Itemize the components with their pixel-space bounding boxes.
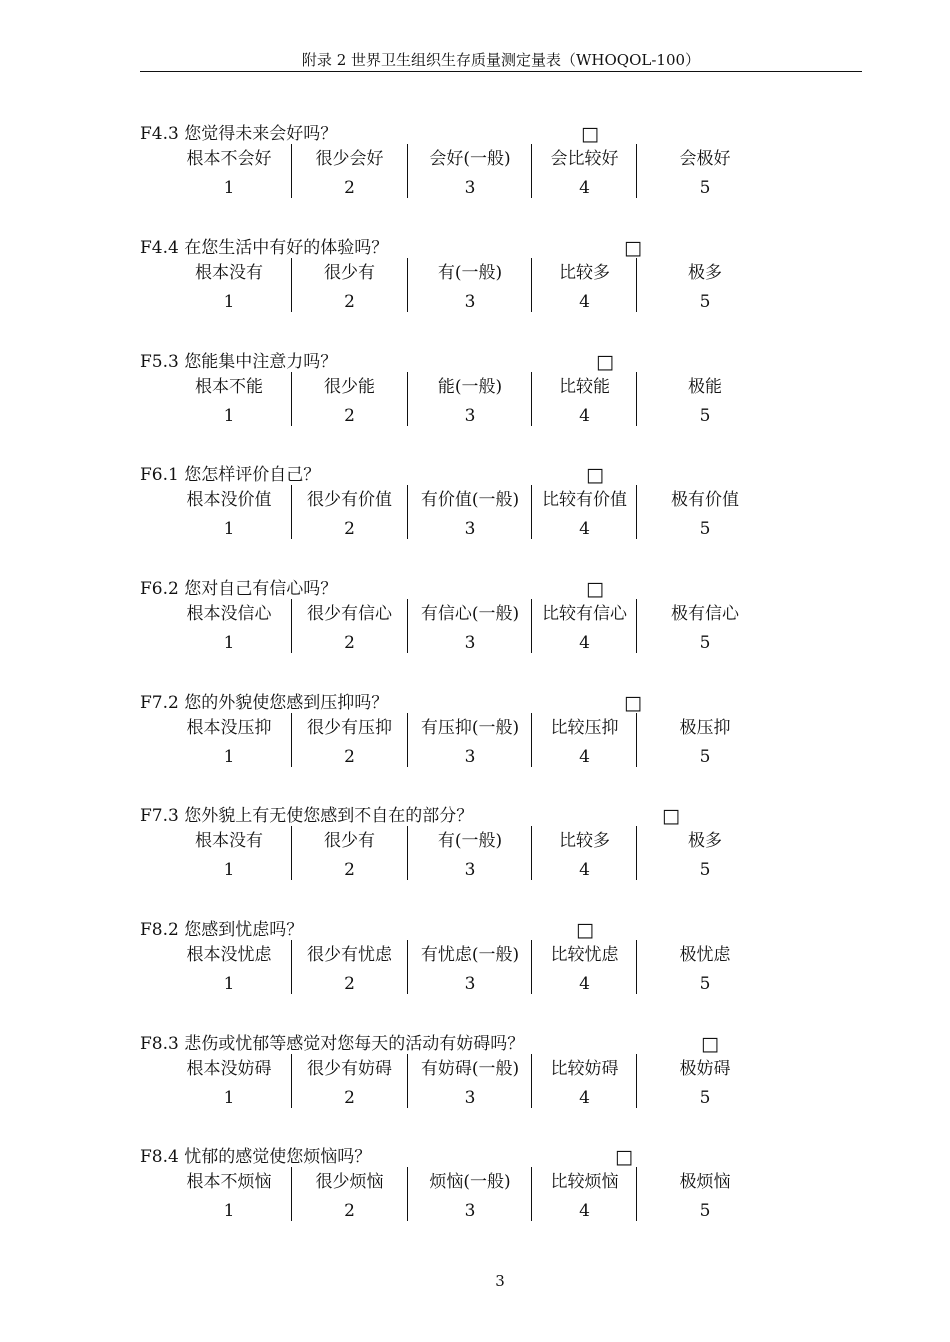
question-text: F4.4 在您生活中有好的体验吗？ (140, 238, 389, 258)
option-label: 根本没有 (195, 263, 263, 283)
question-f7-2 (0, 690, 950, 800)
option-1[interactable] (167, 715, 291, 773)
option-number: 5 (699, 178, 711, 198)
option-4[interactable] (534, 715, 635, 773)
option-label: 有价值(一般) (420, 490, 520, 510)
column-divider (407, 372, 408, 426)
option-number: 4 (579, 633, 590, 653)
option-number: 3 (464, 292, 476, 312)
option-number: 5 (699, 1201, 711, 1221)
column-divider (531, 144, 532, 198)
option-label: 很少有 (324, 263, 375, 283)
option-label: 根本没价值 (186, 490, 272, 510)
option-label: 有忧虑(一般) (420, 945, 520, 965)
option-label: 根本没忧虑 (186, 945, 272, 965)
column-divider (531, 1054, 532, 1108)
column-divider (636, 258, 637, 312)
option-label: 比较有信心 (542, 604, 627, 624)
column-divider (291, 1054, 292, 1108)
question-text: F8.4 忧郁的感觉使您烦恼吗？ (140, 1147, 372, 1167)
option-number: 4 (579, 406, 590, 426)
column-divider (531, 258, 532, 312)
column-divider (291, 599, 292, 653)
option-number: 1 (223, 974, 235, 994)
option-label: 很少有压抑 (307, 718, 392, 738)
option-4[interactable] (534, 601, 635, 659)
option-number: 4 (579, 860, 590, 880)
option-number: 3 (464, 406, 476, 426)
column-divider (291, 826, 292, 880)
option-5[interactable] (639, 828, 771, 886)
option-number: 5 (699, 860, 711, 880)
option-1[interactable] (167, 942, 291, 1000)
option-number: 2 (344, 1201, 355, 1221)
option-label: 根本没妨碍 (186, 1059, 272, 1079)
option-number: 4 (579, 519, 590, 539)
option-label: 根本没压抑 (186, 718, 272, 738)
option-label: 极有信心 (671, 604, 739, 624)
option-5[interactable] (639, 1056, 771, 1114)
option-5[interactable] (639, 715, 771, 773)
option-label: 比较妨碍 (550, 1059, 619, 1079)
option-number: 1 (223, 1201, 235, 1221)
option-number: 2 (344, 406, 355, 426)
option-5[interactable] (639, 942, 771, 1000)
option-number: 1 (223, 860, 235, 880)
question-text: F5.3 您能集中注意力吗？ (140, 352, 338, 372)
question-f6-1 (0, 462, 950, 572)
column-divider (636, 713, 637, 767)
column-divider (531, 826, 532, 880)
answer-checkbox[interactable]: □ (586, 464, 604, 486)
column-divider (531, 485, 532, 539)
option-label: 根本没信心 (186, 604, 272, 624)
option-number: 4 (579, 974, 590, 994)
option-number: 4 (579, 292, 590, 312)
option-number: 5 (699, 633, 711, 653)
column-divider (291, 485, 292, 539)
column-divider (636, 1054, 637, 1108)
option-2[interactable] (293, 601, 406, 659)
option-number: 5 (699, 1088, 711, 1108)
option-number: 3 (464, 633, 476, 653)
option-number: 2 (344, 519, 355, 539)
option-3[interactable] (410, 942, 530, 1000)
answer-checkbox[interactable]: □ (581, 123, 599, 145)
question-f6-2 (0, 576, 950, 686)
option-number: 5 (699, 974, 711, 994)
option-number: 4 (579, 1201, 590, 1221)
option-number: 2 (344, 747, 355, 767)
column-divider (636, 1167, 637, 1221)
option-number: 4 (579, 178, 590, 198)
option-number: 1 (223, 633, 235, 653)
question-f4-4 (0, 235, 950, 345)
option-3[interactable] (410, 715, 530, 773)
option-label: 比较有价值 (542, 490, 627, 510)
option-label: 能(一般) (437, 377, 503, 397)
option-3[interactable] (410, 146, 530, 204)
option-number: 3 (464, 1201, 476, 1221)
option-label: 比较烦恼 (550, 1172, 619, 1192)
option-5[interactable] (639, 260, 771, 318)
column-divider (407, 940, 408, 994)
column-divider (636, 826, 637, 880)
option-label: 很少有 (324, 831, 375, 851)
option-1[interactable] (167, 828, 291, 886)
answer-checkbox[interactable]: □ (596, 351, 614, 373)
question-f4-3 (0, 121, 950, 231)
option-label: 有妨碍(一般) (420, 1059, 520, 1079)
option-number: 2 (344, 633, 355, 653)
option-label: 很少能 (324, 377, 375, 397)
option-label: 很少烦恼 (315, 1172, 384, 1192)
option-label: 比较能 (559, 377, 610, 397)
option-label: 烦恼(一般) (429, 1172, 511, 1192)
option-number: 2 (344, 1088, 355, 1108)
question-text: F6.2 您对自己有信心吗？ (140, 579, 338, 599)
column-divider (531, 599, 532, 653)
column-divider (636, 372, 637, 426)
option-2[interactable] (293, 1169, 406, 1227)
column-divider (291, 1167, 292, 1221)
option-label: 根本不会好 (186, 149, 272, 169)
column-divider (636, 485, 637, 539)
option-label: 有(一般) (437, 831, 503, 851)
option-2[interactable] (293, 146, 406, 204)
option-1[interactable] (167, 374, 291, 432)
option-3[interactable] (410, 828, 530, 886)
question-text: F8.3 悲伤或忧郁等感觉对您每天的活动有妨碍吗？ (140, 1034, 525, 1054)
option-2[interactable] (293, 374, 406, 432)
answer-checkbox[interactable]: □ (615, 1146, 633, 1168)
option-label: 很少会好 (315, 149, 384, 169)
option-label: 极多 (688, 263, 722, 283)
option-label: 会比较好 (550, 149, 619, 169)
answer-checkbox[interactable]: □ (576, 919, 594, 941)
option-4[interactable] (534, 146, 635, 204)
option-4[interactable] (534, 374, 635, 432)
option-3[interactable] (410, 260, 530, 318)
column-divider (636, 144, 637, 198)
option-number: 3 (464, 747, 476, 767)
option-4[interactable] (534, 828, 635, 886)
option-label: 很少有价值 (307, 490, 392, 510)
option-label: 会极好 (679, 149, 731, 169)
option-2[interactable] (293, 487, 406, 545)
option-label: 根本不能 (195, 377, 263, 397)
option-label: 极压抑 (679, 718, 731, 738)
question-text: F8.2 您感到忧虑吗？ (140, 920, 304, 940)
question-f8-2 (0, 917, 950, 1027)
option-number: 5 (699, 406, 711, 426)
option-1[interactable] (167, 1169, 291, 1227)
question-f8-3 (0, 1031, 950, 1141)
option-2[interactable] (293, 1056, 406, 1114)
column-divider (291, 940, 292, 994)
option-number: 3 (464, 178, 476, 198)
question-text: F7.2 您的外貌使您感到压抑吗？ (140, 693, 389, 713)
option-number: 2 (344, 974, 355, 994)
question-text: F4.3 您觉得未来会好吗？ (140, 124, 338, 144)
option-label: 极有价值 (671, 490, 739, 510)
option-label: 很少有妨碍 (307, 1059, 392, 1079)
option-label: 比较忧虑 (550, 945, 619, 965)
option-label: 极多 (688, 831, 722, 851)
option-number: 3 (464, 1088, 476, 1108)
option-label: 有(一般) (437, 263, 503, 283)
option-label: 比较多 (559, 831, 610, 851)
option-3[interactable] (410, 601, 530, 659)
option-4[interactable] (534, 942, 635, 1000)
option-3[interactable] (410, 374, 530, 432)
option-number: 4 (579, 1088, 590, 1108)
option-2[interactable] (293, 828, 406, 886)
option-4[interactable] (534, 1169, 635, 1227)
question-text: F7.3 您外貌上有无使您感到不自在的部分？ (140, 806, 474, 826)
column-divider (291, 713, 292, 767)
option-1[interactable] (167, 1056, 291, 1114)
option-2[interactable] (293, 715, 406, 773)
column-divider (531, 940, 532, 994)
page-header-title: 附录 2 世界卫生组织生存质量测定量表（WHOQOL-100） (301, 51, 701, 69)
question-text: F6.1 您怎样评价自己？ (140, 465, 321, 485)
answer-checkbox[interactable]: □ (586, 578, 604, 600)
option-5[interactable] (639, 146, 771, 204)
option-1[interactable] (167, 260, 291, 318)
column-divider (636, 599, 637, 653)
option-5[interactable] (639, 487, 771, 545)
column-divider (531, 372, 532, 426)
option-4[interactable] (534, 1056, 635, 1114)
option-label: 比较多 (559, 263, 610, 283)
option-label: 会好(一般) (429, 149, 511, 169)
option-label: 很少有信心 (307, 604, 392, 624)
column-divider (291, 144, 292, 198)
option-label: 极忧虑 (679, 945, 731, 965)
header-divider (140, 71, 862, 72)
answer-checkbox[interactable]: □ (662, 805, 680, 827)
answer-checkbox[interactable]: □ (701, 1033, 719, 1055)
column-divider (407, 713, 408, 767)
option-number: 1 (223, 406, 235, 426)
option-label: 有信心(一般) (420, 604, 520, 624)
question-f7-3 (0, 803, 950, 913)
option-label: 很少有忧虑 (307, 945, 392, 965)
column-divider (636, 940, 637, 994)
column-divider (407, 485, 408, 539)
option-5[interactable] (639, 601, 771, 659)
option-label: 有压抑(一般) (420, 718, 520, 738)
option-1[interactable] (167, 146, 291, 204)
option-5[interactable] (639, 374, 771, 432)
option-5[interactable] (639, 1169, 771, 1227)
column-divider (531, 1167, 532, 1221)
option-number: 1 (223, 747, 235, 767)
answer-checkbox[interactable]: □ (624, 237, 642, 259)
option-2[interactable] (293, 942, 406, 1000)
question-f5-3 (0, 349, 950, 459)
option-label: 比较压抑 (550, 718, 619, 738)
column-divider (291, 372, 292, 426)
option-label: 根本不烦恼 (186, 1172, 272, 1192)
option-label: 极妨碍 (679, 1059, 731, 1079)
option-number: 3 (464, 519, 476, 539)
option-number: 3 (464, 860, 476, 880)
option-number: 5 (699, 747, 711, 767)
option-number: 2 (344, 292, 355, 312)
option-number: 3 (464, 974, 476, 994)
option-number: 2 (344, 860, 355, 880)
question-f8-4 (0, 1144, 950, 1254)
option-4[interactable] (534, 260, 635, 318)
option-1[interactable] (167, 487, 291, 545)
column-divider (407, 258, 408, 312)
option-4[interactable] (534, 487, 635, 545)
option-label: 极烦恼 (679, 1172, 731, 1192)
page-number: 3 (495, 1272, 505, 1290)
option-number: 1 (223, 178, 235, 198)
option-3[interactable] (410, 1169, 530, 1227)
column-divider (407, 144, 408, 198)
option-number: 5 (699, 519, 711, 539)
option-number: 2 (344, 178, 355, 198)
option-number: 1 (223, 292, 235, 312)
column-divider (407, 599, 408, 653)
option-number: 4 (579, 747, 590, 767)
option-3[interactable] (410, 487, 530, 545)
option-1[interactable] (167, 601, 291, 659)
column-divider (407, 826, 408, 880)
option-3[interactable] (410, 1056, 530, 1114)
option-number: 5 (699, 292, 711, 312)
column-divider (407, 1054, 408, 1108)
column-divider (291, 258, 292, 312)
option-label: 极能 (688, 377, 722, 397)
option-label: 根本没有 (195, 831, 263, 851)
column-divider (531, 713, 532, 767)
answer-checkbox[interactable]: □ (624, 692, 642, 714)
column-divider (407, 1167, 408, 1221)
option-number: 1 (223, 519, 235, 539)
option-number: 1 (223, 1088, 235, 1108)
option-2[interactable] (293, 260, 406, 318)
